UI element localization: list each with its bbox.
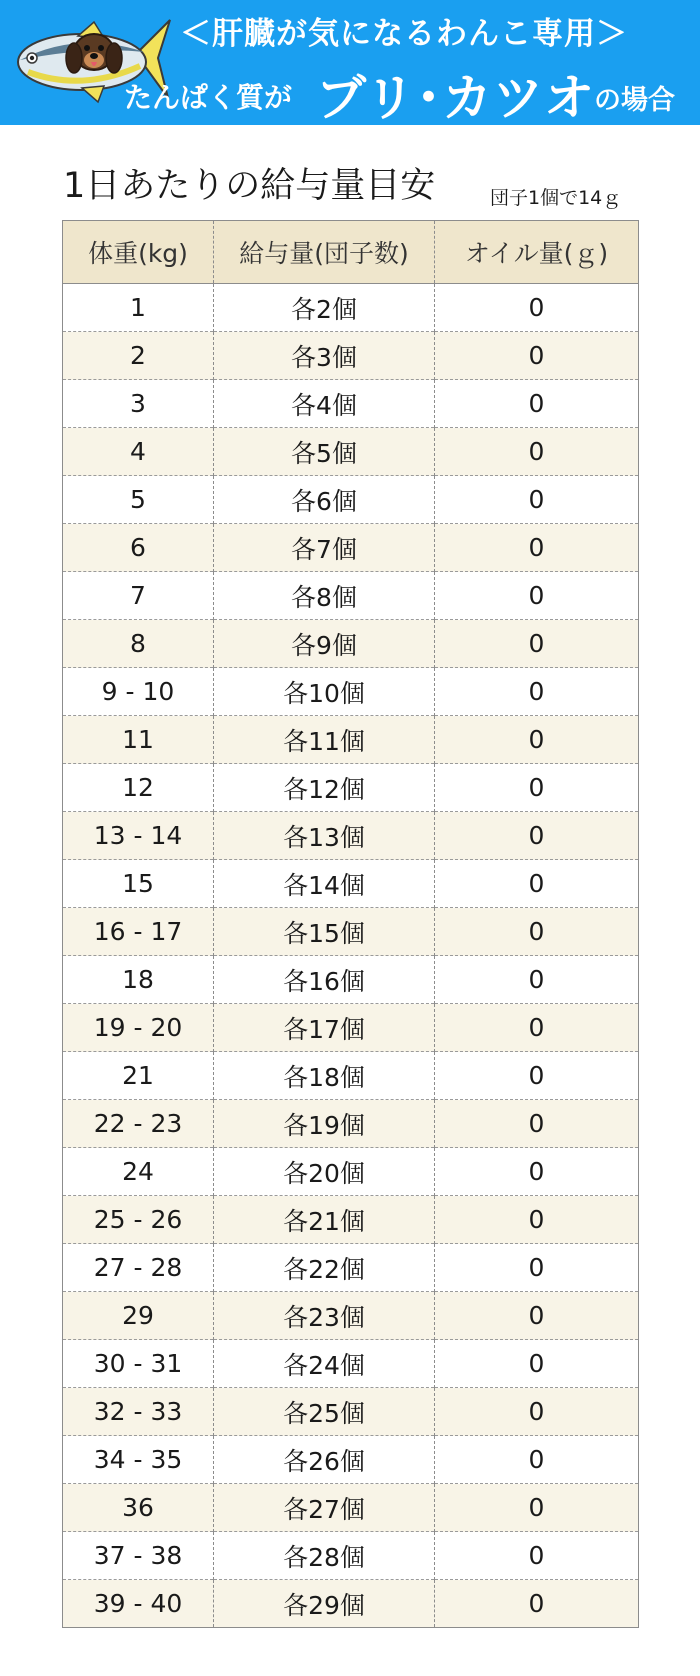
amount-cell: 各9個 [214,620,435,668]
table-row [63,476,639,524]
oil-cell: 0 [435,956,639,1004]
amount-cell: 各2個 [214,284,435,332]
weight-cell: 5 [63,476,214,524]
table-row [63,380,639,428]
amount-cell: 各20個 [214,1148,435,1196]
table-row [63,1484,639,1532]
table-row [63,1004,639,1052]
weight-cell: 32 - 33 [63,1388,214,1436]
amount-cell: 各7個 [214,524,435,572]
weight-cell: 1 [63,284,214,332]
table-row [63,668,639,716]
amount-cell: 各4個 [214,380,435,428]
weight-cell: 13 - 14 [63,812,214,860]
table-row [63,1340,639,1388]
oil-cell: 0 [435,332,639,380]
feeding-table [62,220,639,1628]
weight-cell: 15 [63,860,214,908]
table-row [63,332,639,380]
oil-cell: 0 [435,1052,639,1100]
amount-cell: 各12個 [214,764,435,812]
amount-cell: 各27個 [214,1484,435,1532]
table-row [63,1436,639,1484]
weight-cell: 36 [63,1484,214,1532]
weight-cell: 18 [63,956,214,1004]
amount-cell: 各8個 [214,572,435,620]
table-row [63,1580,639,1628]
oil-cell: 0 [435,524,639,572]
weight-cell: 3 [63,380,214,428]
amount-cell: 各19個 [214,1100,435,1148]
weight-cell: 4 [63,428,214,476]
oil-cell: 0 [435,1436,639,1484]
weight-cell: 7 [63,572,214,620]
weight-cell: 22 - 23 [63,1100,214,1148]
amount-cell: 各22個 [214,1244,435,1292]
weight-cell: 29 [63,1292,214,1340]
weight-cell: 6 [63,524,214,572]
table-row [63,620,639,668]
amount-cell: 各5個 [214,428,435,476]
weight-cell: 25 - 26 [63,1196,214,1244]
weight-cell: 30 - 31 [63,1340,214,1388]
amount-cell: 各26個 [214,1436,435,1484]
table-row [63,428,639,476]
table-row [63,1148,639,1196]
weight-cell: 34 - 35 [63,1436,214,1484]
oil-cell: 0 [435,1292,639,1340]
header-oil: オイル量(ｇ) [435,221,639,284]
amount-cell: 各13個 [214,812,435,860]
table-row [63,524,639,572]
oil-cell: 0 [435,1340,639,1388]
weight-cell: 19 - 20 [63,1004,214,1052]
table-row [63,908,639,956]
table-row [63,860,639,908]
amount-cell: 各29個 [214,1580,435,1628]
table-header-row [63,221,639,284]
section-title: 1日あたりの給与量目安 [63,166,436,206]
oil-cell: 0 [435,284,639,332]
amount-cell: 各25個 [214,1388,435,1436]
table-row [63,1244,639,1292]
oil-cell: 0 [435,380,639,428]
amount-cell: 各10個 [214,668,435,716]
oil-cell: 0 [435,476,639,524]
oil-cell: 0 [435,860,639,908]
weight-cell: 2 [63,332,214,380]
oil-cell: 0 [435,428,639,476]
weight-cell: 8 [63,620,214,668]
amount-cell: 各28個 [214,1532,435,1580]
oil-cell: 0 [435,908,639,956]
oil-cell: 0 [435,1580,639,1628]
oil-cell: 0 [435,1532,639,1580]
amount-cell: 各11個 [214,716,435,764]
amount-cell: 各16個 [214,956,435,1004]
banner-subtitle: ＜肝臓が気になるわんこ専用＞ [180,16,628,52]
oil-cell: 0 [435,812,639,860]
oil-cell: 0 [435,668,639,716]
weight-cell: 37 - 38 [63,1532,214,1580]
weight-cell: 12 [63,764,214,812]
amount-cell: 各15個 [214,908,435,956]
amount-cell: 各3個 [214,332,435,380]
table-row [63,764,639,812]
amount-cell: 各14個 [214,860,435,908]
table-row [63,284,639,332]
amount-cell: 各17個 [214,1004,435,1052]
table-row [63,1052,639,1100]
amount-cell: 各6個 [214,476,435,524]
oil-cell: 0 [435,764,639,812]
weight-cell: 9 - 10 [63,668,214,716]
oil-cell: 0 [435,1148,639,1196]
weight-cell: 16 - 17 [63,908,214,956]
weight-cell: 27 - 28 [63,1244,214,1292]
weight-cell: 11 [63,716,214,764]
header-weight: 体重(kg) [63,221,214,284]
oil-cell: 0 [435,1100,639,1148]
weight-cell: 21 [63,1052,214,1100]
amount-cell: 各23個 [214,1292,435,1340]
table-row [63,716,639,764]
oil-cell: 0 [435,620,639,668]
oil-cell: 0 [435,1004,639,1052]
oil-cell: 0 [435,1388,639,1436]
header-amount: 給与量(団子数) [214,221,435,284]
oil-cell: 0 [435,1196,639,1244]
banner-title-fish: ブリ･カツオ [316,69,595,127]
table-row [63,1292,639,1340]
table-row [63,1100,639,1148]
oil-cell: 0 [435,1244,639,1292]
unit-note: 団子1個で14ｇ [490,187,622,209]
table-row [63,1532,639,1580]
banner-title [124,58,694,127]
banner-title-suffix: の場合 [594,85,675,116]
weight-cell: 39 - 40 [63,1580,214,1628]
table-row [63,1196,639,1244]
oil-cell: 0 [435,1484,639,1532]
table-row [63,956,639,1004]
banner-title-prefix: たんぱく質が [124,81,293,114]
table-row [63,572,639,620]
table-body [63,284,639,1628]
amount-cell: 各24個 [214,1340,435,1388]
oil-cell: 0 [435,716,639,764]
weight-cell: 24 [63,1148,214,1196]
table-row [63,812,639,860]
amount-cell: 各21個 [214,1196,435,1244]
oil-cell: 0 [435,572,639,620]
table-row [63,1388,639,1436]
header-banner [0,0,700,125]
amount-cell: 各18個 [214,1052,435,1100]
